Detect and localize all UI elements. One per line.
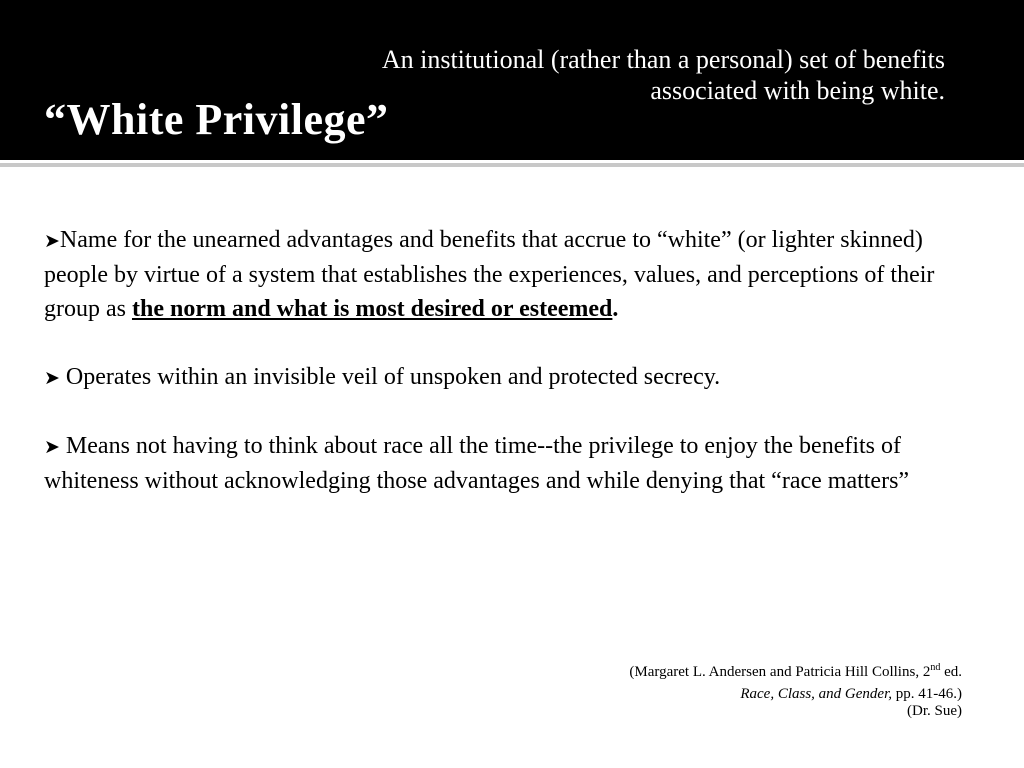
bullet-1-emphasis: the norm and what is most desired or esteemed bbox=[131, 296, 613, 322]
slide-title: “White Privilege” bbox=[44, 95, 389, 144]
header-band bbox=[0, 0, 1024, 160]
bullet-3-text: Means not having to think about race all the time--the privilege to enjoy the benefits of whiteness without acknowledging those advantages and while denying that “race matters” bbox=[44, 433, 910, 494]
citation bbox=[442, 664, 962, 720]
citation-edition-sup: nd bbox=[930, 662, 941, 673]
arrow-bullet-icon: ➤ bbox=[44, 436, 60, 458]
citation-book-title: Race, Class, and Gender, bbox=[740, 686, 892, 702]
citation-line-1 bbox=[442, 664, 962, 681]
bullet-item-2 bbox=[44, 360, 944, 395]
bullet-1-text: Name for the unearned advantages and benefits that accrue to “white” (or lighter skinned) people by virtue of a system that establishes the experiences, values, and perceptions of their group as bbox=[44, 227, 935, 322]
bullet-list bbox=[44, 223, 944, 532]
citation-line-2 bbox=[442, 686, 962, 703]
arrow-bullet-icon: ➤ bbox=[44, 230, 60, 252]
bullet-1-period: . bbox=[612, 296, 619, 322]
bullet-item-3 bbox=[44, 429, 944, 498]
citation-edition: ed. bbox=[940, 664, 962, 680]
bullet-2-text: Operates within an invisible veil of unspoken and protected secrecy. bbox=[65, 364, 721, 390]
citation-authors: (Margaret L. Andersen and Patricia Hill Collins, 2 bbox=[629, 664, 931, 680]
arrow-bullet-icon: ➤ bbox=[44, 367, 60, 389]
citation-line-3: (Dr. Sue) bbox=[907, 703, 962, 719]
citation-pages: pp. 41-46.) bbox=[892, 686, 962, 702]
header-divider bbox=[0, 163, 1024, 167]
slide-subtitle: An institutional (rather than a personal) set of benefits associated with being white. bbox=[381, 45, 945, 105]
bullet-item-1 bbox=[44, 223, 944, 326]
